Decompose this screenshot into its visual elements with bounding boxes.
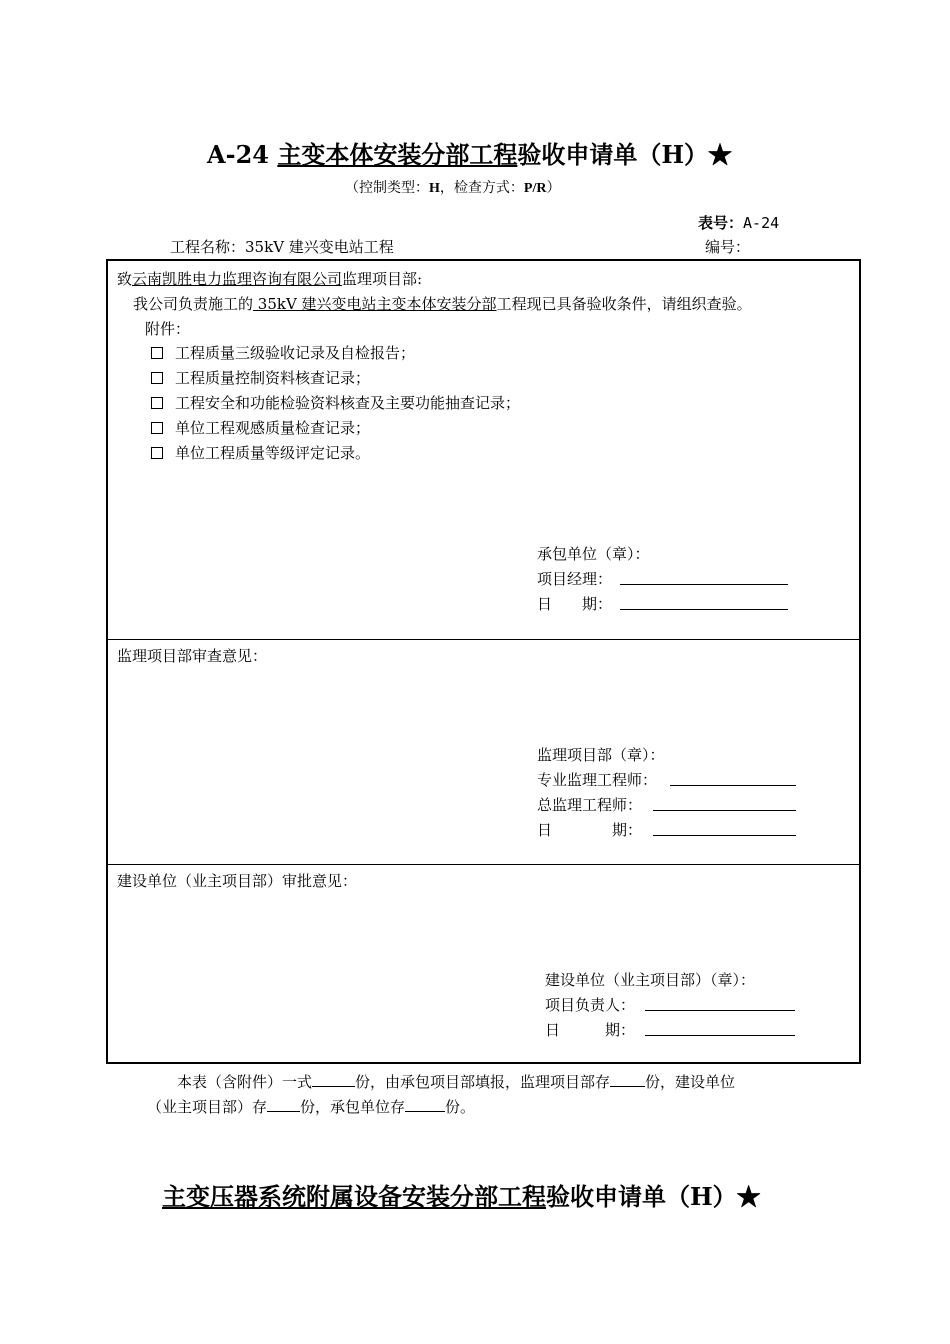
project-scope: 35kV 建兴变电站主变本体安装分部: [253, 295, 497, 313]
copies-blank[interactable]: [405, 1111, 445, 1112]
chief-engineer-signature-line[interactable]: [653, 810, 796, 811]
project-manager-signature-line[interactable]: [620, 584, 788, 585]
specialist-engineer-signature-line[interactable]: [670, 785, 796, 786]
supervisor-seal-label: 监理项目部（章）：: [537, 746, 665, 764]
form-title: [207, 135, 732, 170]
title-prefix: A-24: [207, 140, 278, 169]
distribution-note-line2: （业主项目部）存 份，承包单位存 份。: [147, 1098, 476, 1116]
checkbox[interactable]: [151, 372, 163, 384]
owner-date-label: 日 期：: [545, 1021, 636, 1039]
copies-blank[interactable]: [312, 1086, 355, 1087]
serial-number-label: 编号：: [705, 238, 751, 256]
contractor-date-line[interactable]: [620, 609, 788, 610]
distribution-note-line1: 本表（含附件）一式 份，由承包项目部填报，监理项目部存 份，建设单位: [177, 1073, 736, 1091]
project-name: 工程名称：35kV 建兴变电站工程: [170, 238, 394, 256]
copies-blank[interactable]: [610, 1086, 645, 1087]
request-body: 我公司负责施工的 35kV 建兴变电站主变本体安装分部工程现已具备验收条件，请组织查验。: [133, 295, 752, 313]
project-leader-label: 项目负责人：: [545, 996, 636, 1014]
specialist-engineer-label: 专业监理工程师：: [537, 771, 658, 789]
project-leader-signature-line[interactable]: [645, 1010, 795, 1011]
divider: [108, 639, 859, 640]
addressee-line: 致云南凯胜电力监理咨询有限公司监理项目部:: [117, 270, 423, 288]
form-number: 表号：A-24: [698, 214, 780, 232]
owner-approval-heading: 建设单位（业主项目部）审批意见：: [117, 872, 358, 890]
attachment-item: 工程质量三级验收记录及自检报告；: [151, 342, 415, 363]
owner-date-line[interactable]: [645, 1035, 795, 1036]
inspect-method-value: P/R: [523, 181, 547, 196]
supervisor-date-label: 日 期：: [537, 821, 643, 839]
checkbox[interactable]: [151, 447, 163, 459]
checkbox[interactable]: [151, 397, 163, 409]
supervisor-company: 云南凯胜电力监理咨询有限公司: [132, 270, 343, 288]
form-table: [106, 259, 861, 1064]
attachment-item: 单位工程质量等级评定记录。: [151, 442, 370, 463]
attachment-item: 工程安全和功能检验资料核查及主要功能抽查记录；: [151, 392, 520, 413]
supervisor-date-line[interactable]: [653, 835, 796, 836]
title-underlined: 主变本体安装分部工程: [277, 140, 518, 169]
checkbox[interactable]: [151, 422, 163, 434]
title-suffix: 验收申请单（H）★: [517, 140, 733, 169]
chief-engineer-label: 总监理工程师：: [537, 796, 643, 814]
attachment-item: 单位工程观感质量检查记录；: [151, 417, 370, 438]
contractor-date-label: 日 期：: [537, 595, 613, 613]
attachment-item: 工程质量控制资料核查记录；: [151, 367, 370, 388]
attachments-label: 附件：: [145, 320, 191, 338]
control-type-value: H: [429, 181, 440, 196]
contractor-seal-label: 承包单位（章）：: [537, 545, 650, 563]
control-type-line: （控制类型：H，检查方式：P/R）: [345, 180, 561, 196]
divider: [108, 864, 859, 865]
copies-blank[interactable]: [267, 1111, 300, 1112]
owner-seal-label: 建设单位（业主项目部）（章）：: [545, 971, 756, 989]
next-form-title: 主变压器系统附属设备安装分部工程验收申请单（H）★: [162, 1182, 761, 1211]
supervisor-review-heading: 监理项目部审查意见：: [117, 647, 268, 665]
checkbox[interactable]: [151, 347, 163, 359]
project-manager-label: 项目经理：: [537, 570, 613, 588]
